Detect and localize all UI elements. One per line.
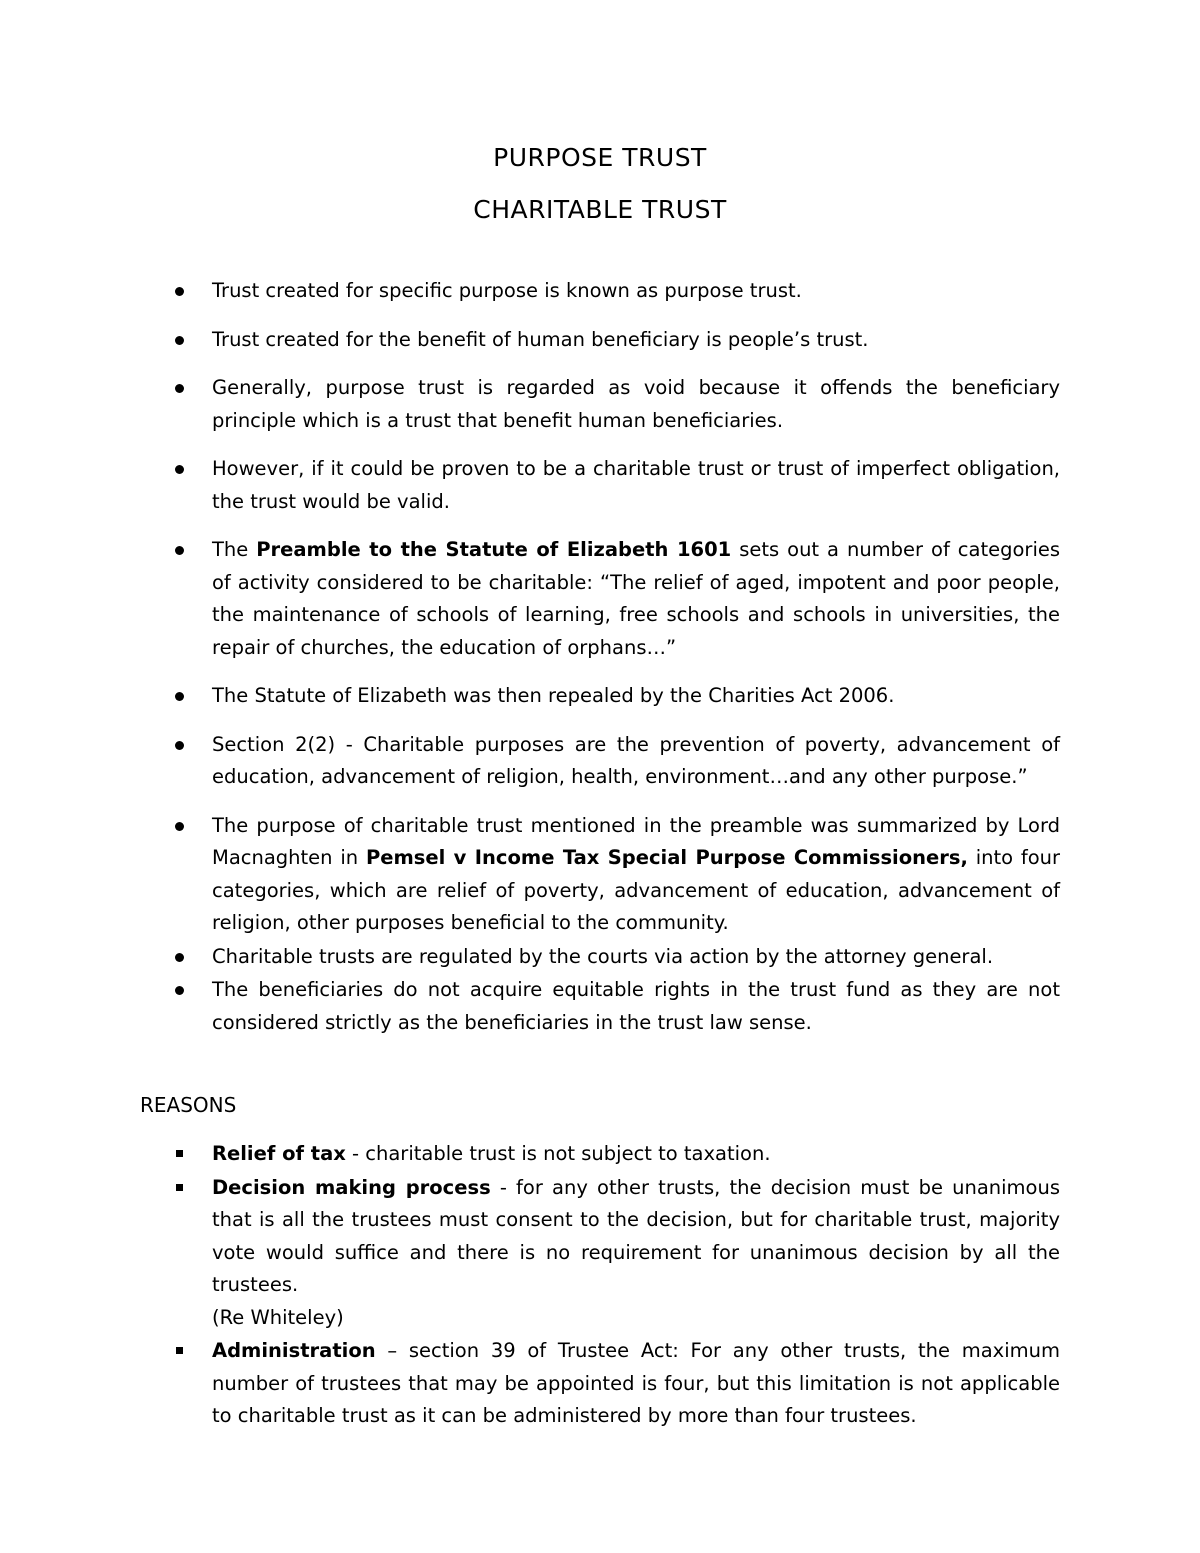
bullet-icon [175, 465, 184, 474]
list-item [212, 372, 1060, 437]
list-item-text: Trust created for the benefit of human beneficiary is people’s trust. [212, 327, 869, 351]
list-item-text: Trust created for specific purpose is known as purpose trust. [212, 279, 802, 302]
list-item [212, 534, 1060, 664]
list-item [212, 1335, 1060, 1433]
list-item-text: The beneficiaries do not acquire equitable rights in the trust fund as they are not considered strictly as the beneficiaries in the trust law sense. [212, 978, 1060, 1034]
square-bullet-icon [176, 1347, 183, 1354]
bullet-icon [175, 822, 184, 831]
list-item [212, 1172, 1060, 1335]
list-item [212, 1138, 1060, 1171]
list-item [212, 324, 1060, 357]
reason-text: – section 39 of Trustee Act: For any other trusts, the maximum number of trustees that may be appointed is four, but this limitation is not applicable to charitable trust as it can be administered by more than four trustees. [212, 1339, 1060, 1427]
list-item [212, 941, 1060, 974]
list-item [212, 810, 1060, 940]
reason-title: Administration [212, 1339, 376, 1362]
bullet-icon [175, 384, 184, 393]
bullet-icon [175, 692, 184, 701]
charitable-trust-bullet-list [212, 275, 1060, 1040]
reason-title: Decision making process [212, 1175, 491, 1199]
bullet-icon [175, 953, 184, 962]
reason-title: Relief of tax [212, 1142, 346, 1165]
bullet-icon [175, 336, 184, 345]
reasons-heading: REASONS [140, 1093, 237, 1117]
list-item [212, 974, 1060, 1039]
list-item-text-pre: The [212, 538, 257, 561]
bullet-icon [175, 287, 184, 296]
list-item-text-post: into four categories, which are relief of poverty, advancement of education, advancement of religion, other purposes beneficial to the community. [212, 846, 1061, 934]
case-reference: Pemsel v Income Tax Special Purpose Commissioners, [365, 846, 968, 869]
list-item [212, 729, 1060, 794]
list-item-text: Generally, purpose trust is regarded as void because it offends the beneficiary principle which is a trust that benefit human beneficiaries. [212, 376, 1060, 432]
list-item-text-pre: The purpose of charitable trust mentioned in the preamble was summarized by Lord Macnaghten in [212, 813, 1060, 869]
list-item-text-post: sets out a number of categories of activity considered to be charitable: “The relief of aged, impotent and poor people, the maintenance of schools of learning, free schools and schools in universities, the repair of churches, the education of orphans…” [212, 538, 1061, 659]
list-item [212, 680, 1060, 713]
list-item-text: The Statute of Elizabeth was then repealed by the Charities Act 2006. [212, 684, 895, 707]
list-item [212, 275, 1060, 308]
document-subtitle: CHARITABLE TRUST [473, 195, 727, 224]
square-bullet-icon [176, 1184, 183, 1191]
bullet-icon [175, 741, 184, 750]
document-title: PURPOSE TRUST [493, 143, 707, 172]
reason-text: - charitable trust is not subject to taxation. [345, 1142, 771, 1165]
case-citation: (Re Whiteley) [212, 1305, 344, 1329]
bullet-icon [175, 986, 184, 995]
square-bullet-icon [176, 1150, 183, 1157]
reasons-list [212, 1138, 1060, 1434]
list-item-text: Section 2(2) - Charitable purposes are the prevention of poverty, advancement of education, advancement of religion, health, environment…and any other purpose.” [212, 732, 1060, 788]
list-item-text: Charitable trusts are regulated by the courts via action by the attorney general. [212, 944, 994, 968]
statute-reference: Preamble to the Statute of Elizabeth 1601 [256, 538, 732, 561]
reason-text: - for any other trusts, the decision must be unanimous that is all the trustees must consent to the decision, but for charitable trust, majority vote would suffice and there is no requirement for unanimous decision by all the trustees. [212, 1175, 1060, 1296]
list-item-text: However, if it could be proven to be a charitable trust or trust of imperfect obligation, the trust would be valid. [212, 457, 1060, 513]
list-item [212, 453, 1060, 518]
bullet-icon [175, 546, 184, 555]
